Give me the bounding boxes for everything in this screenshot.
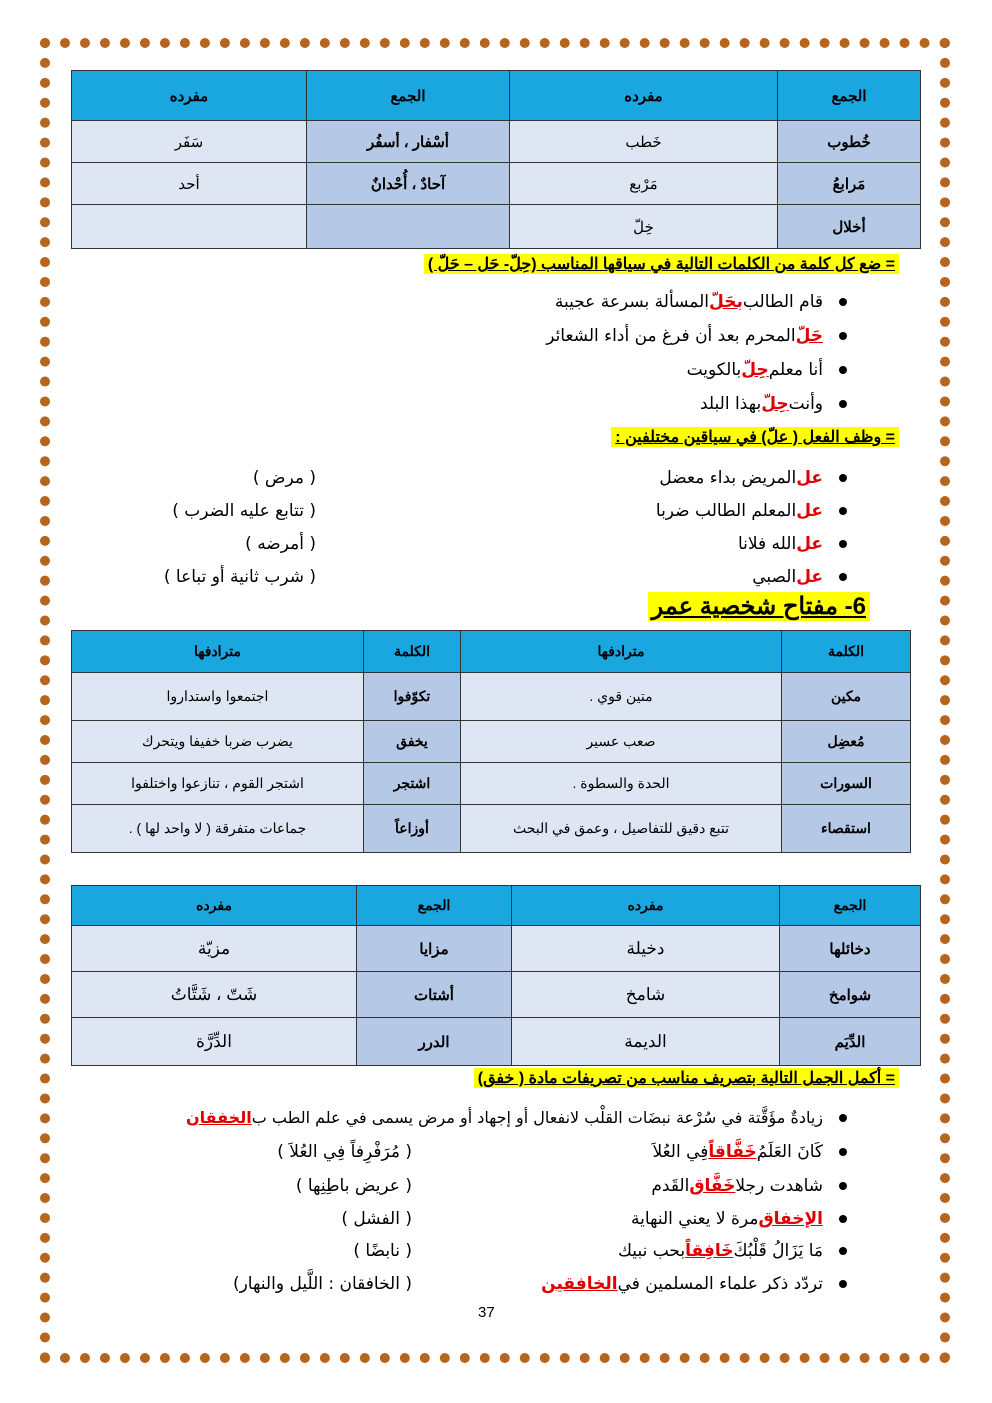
meaning-note: ( مُرَفْرِفاً فِي العُلاَ )	[277, 1142, 412, 1162]
sentence-text: المسألة بسرعة عجيبة	[554, 292, 710, 312]
highlighted-word: عل	[796, 534, 823, 554]
table-cell: خُطوب	[778, 121, 921, 163]
sentence-text: شاهدت رجلا	[735, 1176, 823, 1196]
bullet-icon	[839, 540, 847, 548]
table-cell: متين قوي .	[461, 673, 782, 721]
sentence-text: مرة لا يعني النهاية	[631, 1209, 759, 1229]
list-item	[652, 1142, 847, 1162]
highlighted-word: خَفَّاقاً	[708, 1142, 757, 1162]
bullet-icon	[839, 332, 847, 340]
bullet-icon	[839, 1280, 847, 1288]
sentence-text: مَا يَزَالُ قَلْبُكَ	[733, 1241, 823, 1261]
bullet-icon	[839, 507, 847, 515]
sentence-text: وأنت	[788, 394, 823, 414]
table-cell: دخائلها	[780, 926, 921, 972]
table-cell: الحدة والسطوة .	[461, 763, 782, 805]
table-cell: الدِّيَم	[780, 1018, 921, 1066]
table-cell: يضرب ضربا خفيفا ويتحرك	[72, 721, 364, 763]
list-item	[659, 468, 847, 488]
bullet-icon	[839, 474, 847, 482]
table-header: الكلمة	[364, 631, 461, 673]
highlighted-word: حَلّ	[795, 326, 823, 346]
table-cell: جماعات متفرقة ( لا واحد لها ) .	[72, 805, 364, 853]
table-cell: مَرابعُ	[778, 163, 921, 205]
page-number: 37	[478, 1304, 495, 1321]
sentence-text: زيادةٌ مؤَقَّتة في سُرْعة نبضَات القلْب لانفعال أو إجهاد أو مرض يسمى في علم الطب ب	[251, 1108, 823, 1127]
table-cell: خَطب	[510, 121, 778, 163]
table-cell: تتبع دقيق للتفاصيل ، وعمق في البحث	[461, 805, 782, 853]
bullet-icon	[839, 1247, 847, 1255]
table-header: مترادفها	[461, 631, 782, 673]
table-cell: مزايا	[357, 926, 512, 972]
table-cell: أوزاعاً	[364, 805, 461, 853]
table-cell: شامخ	[512, 972, 780, 1018]
meaning-note: ( أمرضه )	[245, 534, 316, 554]
sentence-text: الصبي	[752, 567, 797, 587]
table-cell: السورات	[782, 763, 911, 805]
highlighted-word: عل	[796, 501, 823, 521]
table-cell: أحد	[72, 163, 307, 205]
list-item	[555, 292, 847, 312]
table-cell: الدرر	[357, 1018, 512, 1066]
table-cell: صعب عسير	[461, 721, 782, 763]
sentence-text: بهذا البلد	[700, 394, 762, 414]
list-item	[541, 1274, 847, 1294]
meaning-note: ( عريض باطِنِها )	[295, 1176, 412, 1196]
table-cell	[307, 205, 510, 249]
list-item	[651, 1176, 847, 1196]
list-item	[656, 501, 847, 521]
table-header: الجمع	[357, 886, 512, 926]
table-header: مترادفها	[72, 631, 364, 673]
table-cell: يخفق	[364, 721, 461, 763]
table-cell: أخلال	[778, 205, 921, 249]
table-cell: اشتجر القوم ، تنازعوا واختلفوا	[72, 763, 364, 805]
list-item	[186, 1108, 847, 1127]
list-item	[738, 534, 847, 554]
sentence-text: تردّد ذكر علماء المسلمين في	[617, 1274, 823, 1294]
sentence-text: قام الطالب	[742, 292, 823, 312]
meaning-note: ( نابضًا )	[353, 1241, 412, 1261]
table-cell: مُعضِل	[782, 721, 911, 763]
sentence-text: بحب نبيك	[617, 1241, 686, 1261]
bullet-icon	[839, 400, 847, 408]
table-cell: اشتجر	[364, 763, 461, 805]
table-cell: دخيلة	[512, 926, 780, 972]
section-title: 6- مفتاح شخصية عمر	[648, 592, 870, 621]
highlighted-word: الخافقين	[541, 1274, 618, 1294]
table-cell: أسْفار ، أسفُر	[307, 121, 510, 163]
list-item	[687, 360, 847, 380]
meaning-note: ( الخافقان : اللَّيل والنهار)	[232, 1274, 412, 1294]
sentence-text: فِي العُلاَ	[652, 1142, 709, 1162]
meaning-note: ( تتابع عليه الضرب )	[172, 501, 316, 521]
sentence-text: أنا معلم	[768, 360, 823, 380]
highlighted-word: الخفقان	[185, 1108, 252, 1127]
table-cell: مَرْبع	[510, 163, 778, 205]
list-item	[631, 1209, 847, 1229]
highlighted-word: حِلّ	[761, 394, 789, 414]
sentence-text: القَدم	[651, 1176, 690, 1196]
exercise-heading-2: = وظف الفعل ( علّ) في سياقين مختلفين :	[611, 427, 899, 447]
table-header: مفرده	[512, 886, 780, 926]
highlighted-word: خَفَّاق	[689, 1176, 736, 1196]
list-item	[618, 1241, 847, 1261]
synonyms-table	[71, 630, 911, 853]
bullet-icon	[839, 1114, 847, 1122]
highlighted-word: خَافِقاً	[685, 1241, 734, 1261]
table-cell: سَفَر	[72, 121, 307, 163]
meaning-note: ( شرب ثانية أو تباعا )	[163, 567, 316, 587]
meaning-note: ( مرض )	[252, 468, 316, 488]
exercise-heading-3: = أكمل الجمل التالية بتصريف مناسب من تصريفات مادة ( خفق)	[474, 1068, 899, 1088]
table-header: مفرده	[72, 886, 357, 926]
highlighted-word: بحَلّ	[709, 292, 743, 312]
table-cell: آحادٌ ، أُحْدانٌ	[307, 163, 510, 205]
table-cell: الدِّرَّة	[72, 1018, 357, 1066]
list-item	[546, 326, 847, 346]
table-cell: مكين	[782, 673, 911, 721]
sentence-text: كَانَ العَلَمُ	[756, 1142, 823, 1162]
table-header: مفرده	[510, 71, 778, 121]
table-cell: أشتات	[357, 972, 512, 1018]
highlighted-word: عل	[796, 567, 823, 587]
table-header: الجمع	[307, 71, 510, 121]
highlighted-word: عل	[796, 468, 823, 488]
plural-singular-table-1	[71, 70, 921, 249]
table-header: مفرده	[72, 71, 307, 121]
table-cell	[72, 205, 307, 249]
table-header: الكلمة	[782, 631, 911, 673]
table-header: الجمع	[780, 886, 921, 926]
table-cell: استقصاء	[782, 805, 911, 853]
bullet-icon	[839, 298, 847, 306]
highlighted-word: الإخفاق	[758, 1209, 823, 1229]
bullet-icon	[839, 366, 847, 374]
bullet-icon	[839, 1182, 847, 1190]
table-cell: اجتمعوا واستداروا	[72, 673, 364, 721]
list-item	[752, 567, 847, 587]
highlighted-word: حِلّ	[741, 360, 769, 380]
bullet-icon	[839, 573, 847, 581]
bullet-icon	[839, 1148, 847, 1156]
table-cell: شوامخ	[780, 972, 921, 1018]
table-cell: الديمة	[512, 1018, 780, 1066]
sentence-text: المريض بداء معضل	[659, 468, 797, 488]
sentence-text: بالكويت	[686, 360, 742, 380]
plural-singular-table-2	[71, 885, 921, 1066]
table-cell: تكوّفوا	[364, 673, 461, 721]
table-cell: مزيّة	[72, 926, 357, 972]
bullet-icon	[839, 1215, 847, 1223]
exercise-heading-1: = ضع كل كلمة من الكلمات التالية في سياقها المناسب (حِلّ- حَل – حَلّ )	[424, 254, 899, 274]
sentence-text: المعلم الطالب ضربا	[655, 501, 797, 521]
meaning-note: ( الفشل )	[341, 1209, 412, 1229]
table-cell: خِلّ	[510, 205, 778, 249]
sentence-text: الله فلانا	[737, 534, 797, 554]
sentence-text: المحرم بعد أن فرغ من أداء الشعائر	[546, 326, 796, 346]
table-cell: شَتّ ، شَتَّاتُ	[72, 972, 357, 1018]
table-header: الجمع	[778, 71, 921, 121]
list-item	[700, 394, 847, 414]
